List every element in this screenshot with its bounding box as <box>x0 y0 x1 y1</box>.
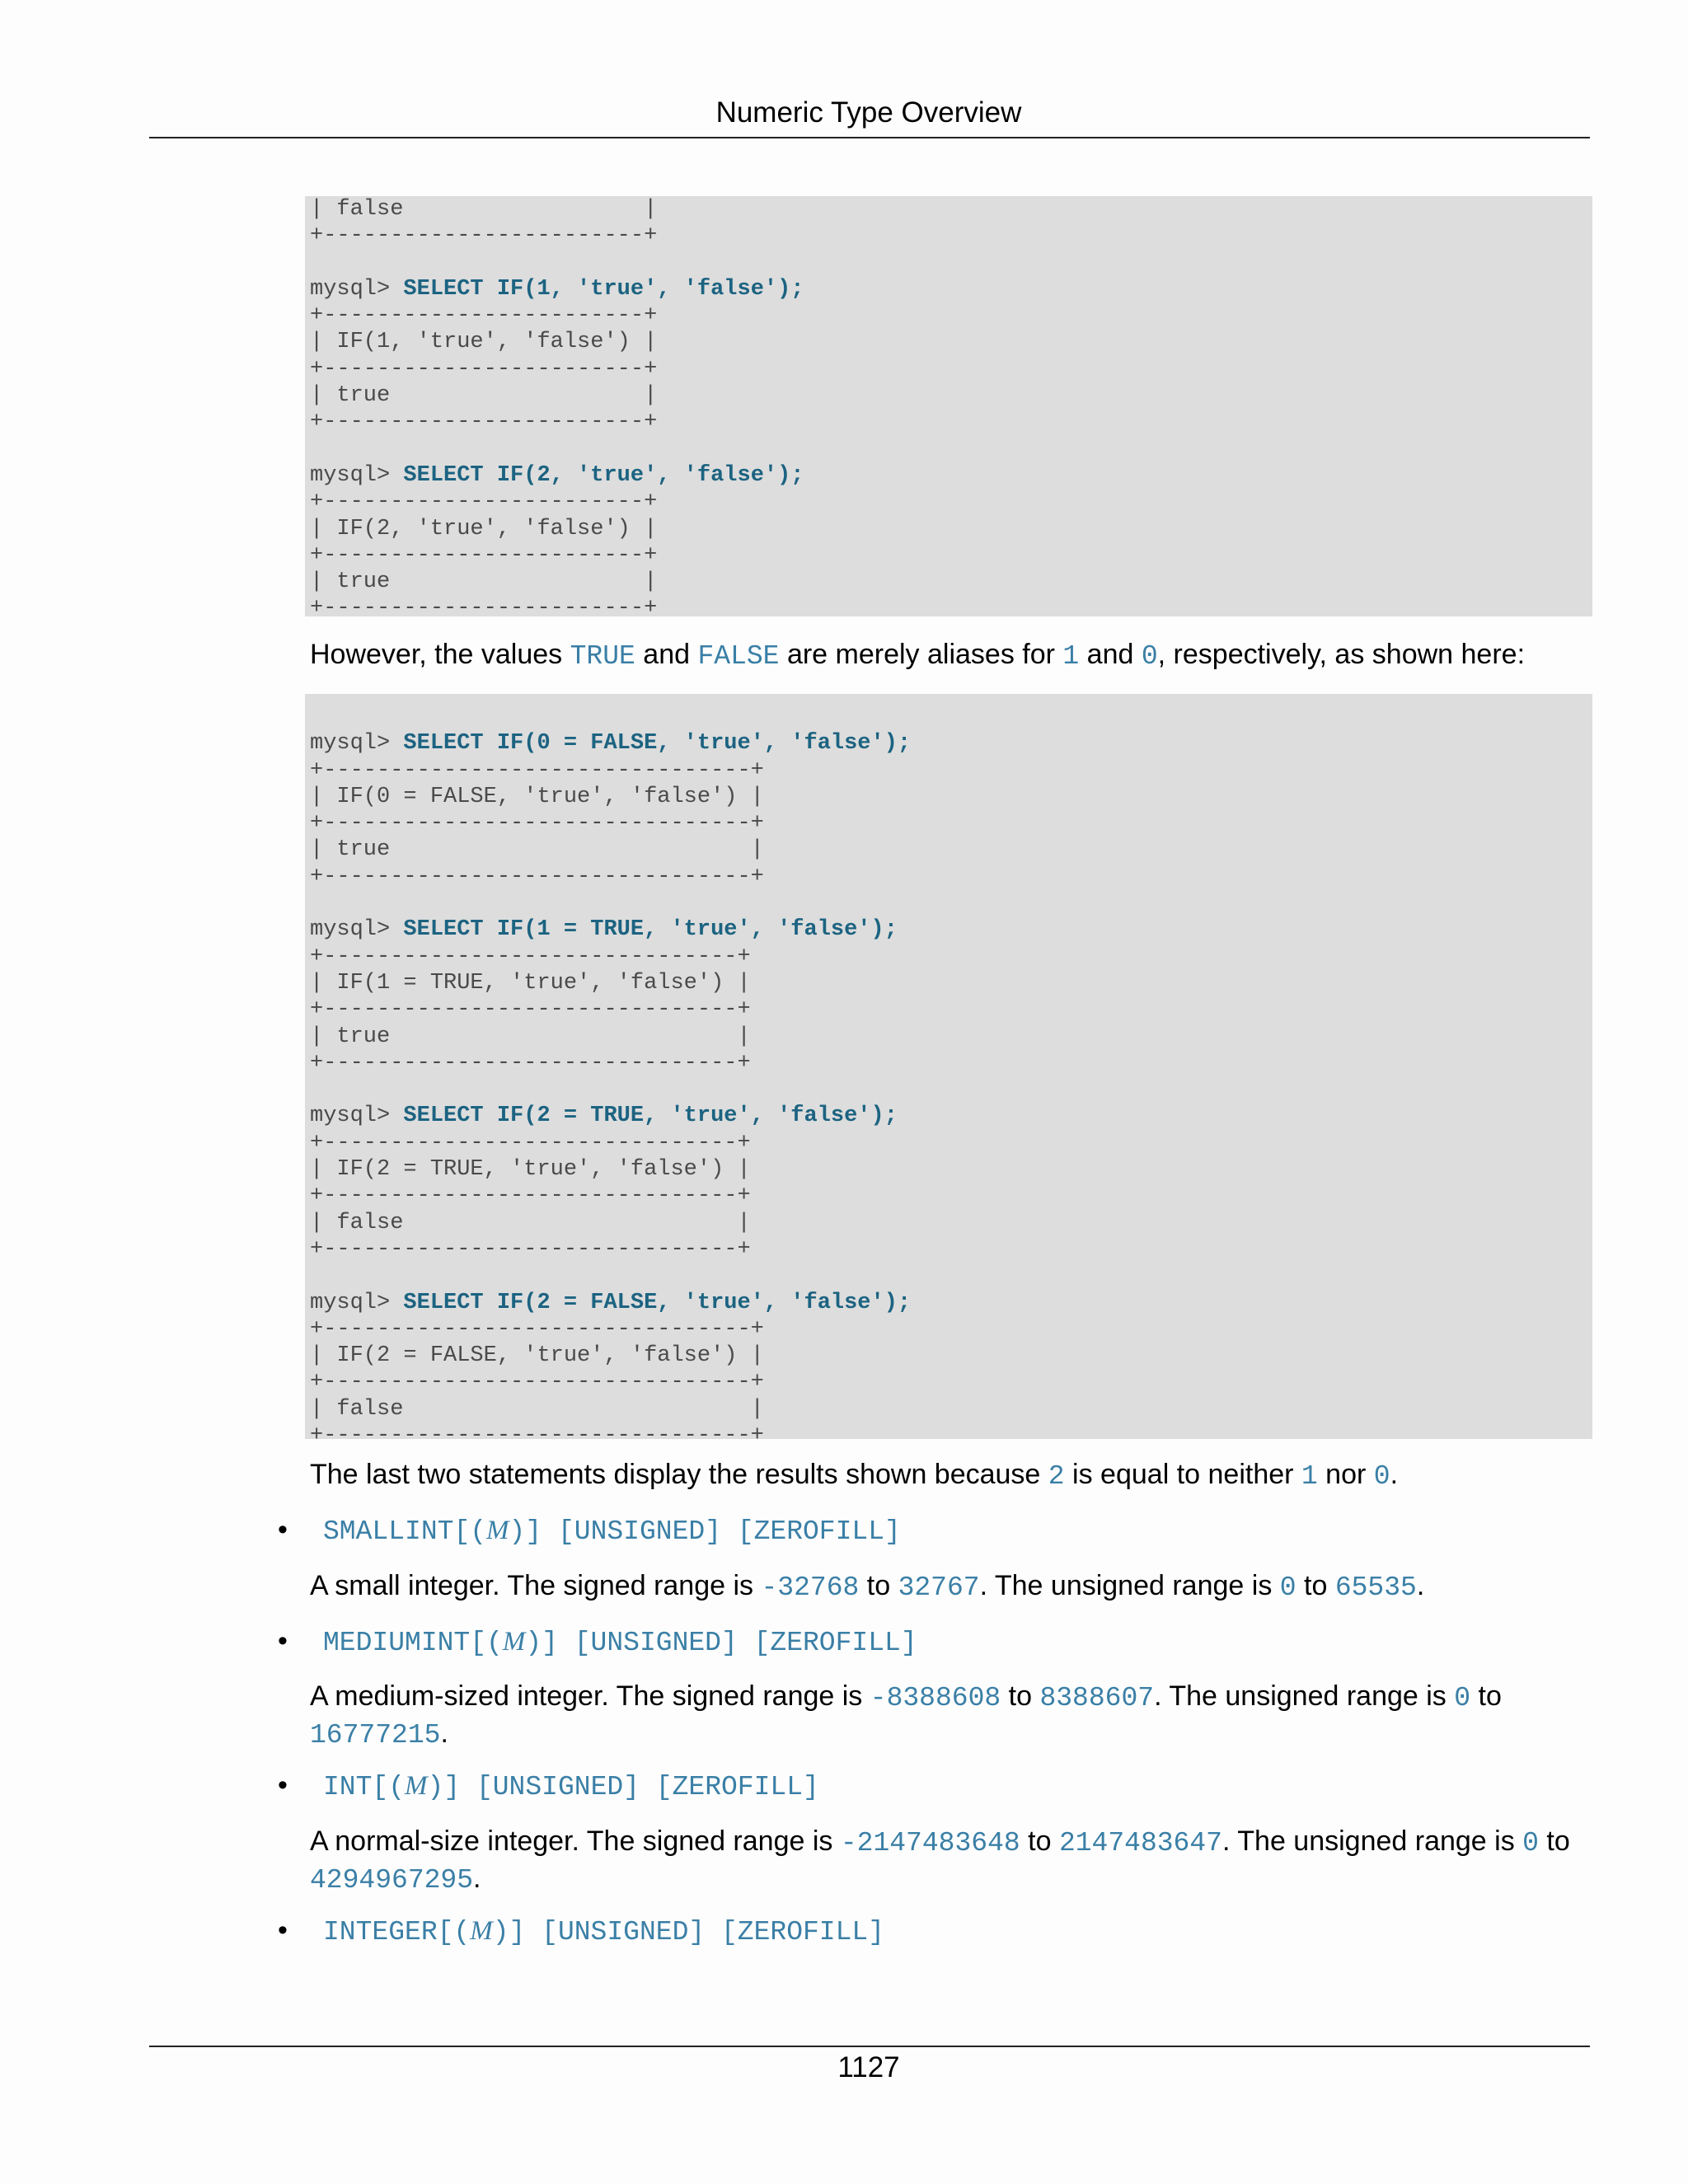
sql-command: SELECT IF(2, 'true', 'false'); <box>403 462 804 488</box>
code-prompt-line <box>310 917 898 942</box>
text: nor <box>1317 1459 1374 1490</box>
code-output-line: +-------------------------------+ <box>310 1183 751 1209</box>
inline-code: 0 <box>1141 641 1158 672</box>
syntax: )] <box>492 1917 526 1947</box>
text: to <box>1020 1825 1059 1857</box>
text: A small integer. The signed range is <box>310 1570 762 1601</box>
type-param: M <box>405 1771 428 1801</box>
code-output-line: +------------------------+ <box>310 596 658 621</box>
syntax: )] <box>509 1516 542 1547</box>
inline-code: -32768 <box>761 1572 860 1603</box>
paragraph <box>310 637 1579 674</box>
type-param: M <box>486 1516 509 1545</box>
bullet-icon: • <box>278 1625 288 1657</box>
inline-code: 8388607 <box>1039 1683 1155 1713</box>
text: . The unsigned range is <box>1221 1825 1523 1857</box>
sql-command: SELECT IF(0 = FALSE, 'true', 'false'); <box>403 731 912 757</box>
sql-command: SELECT IF(1 = TRUE, 'true', 'false'); <box>403 917 898 943</box>
inline-code: 2 <box>1048 1461 1065 1492</box>
type-signature <box>323 1914 884 1950</box>
prompt: mysql> <box>310 1290 404 1315</box>
inline-code: 0 <box>1279 1572 1296 1603</box>
text: is equal to neither <box>1064 1459 1301 1490</box>
code-listing <box>305 694 1592 1449</box>
text: However, the values <box>310 639 570 670</box>
code-output-line: | IF(2, 'true', 'false') | <box>310 516 658 541</box>
footer-rule <box>149 2046 1590 2047</box>
code-output-line: +------------------------+ <box>310 410 658 435</box>
code-output-line: | true | <box>310 383 658 409</box>
type-name: INTEGER <box>323 1917 438 1947</box>
prompt: mysql> <box>310 1104 404 1129</box>
text: A normal-size integer. The signed range is <box>310 1825 841 1857</box>
code-output-line: +------------------------+ <box>310 542 658 568</box>
bullet-icon: • <box>278 1769 288 1801</box>
code-output-line: +------------------------+ <box>310 303 658 329</box>
code-prompt-line <box>310 463 804 488</box>
text: to <box>1538 1825 1570 1857</box>
code-prompt-line <box>310 731 911 756</box>
inline-code: 0 <box>1522 1828 1539 1858</box>
code-output-line: +--------------------------------+ <box>310 1370 764 1395</box>
type-name: SMALLINT <box>323 1516 454 1547</box>
inline-code: 32767 <box>898 1572 980 1603</box>
text: to <box>1296 1570 1335 1601</box>
inline-code: TRUE <box>570 641 635 672</box>
code-output-line: +--------------------------------+ <box>310 811 764 837</box>
code-output-line: +--------------------------------+ <box>310 757 764 783</box>
text: to <box>859 1570 898 1601</box>
type-name: INT <box>323 1772 373 1802</box>
inline-code: -8388608 <box>870 1683 1001 1713</box>
prompt: mysql> <box>310 917 404 943</box>
text: . The unsigned range is <box>979 1570 1280 1601</box>
text: . <box>440 1718 448 1749</box>
code-output-line: | true | <box>310 1024 751 1049</box>
code-output-line: +-------------------------------+ <box>310 1130 751 1155</box>
prompt: mysql> <box>310 462 404 488</box>
text: are merely aliases for <box>779 639 1063 670</box>
code-output-line: | IF(1 = TRUE, 'true', 'false') | <box>310 970 751 996</box>
syntax: )] <box>525 1628 558 1658</box>
page-header-title: Numeric Type Overview <box>715 96 1022 129</box>
sql-command: SELECT IF(2 = FALSE, 'true', 'false'); <box>403 1290 912 1315</box>
code-block <box>305 196 1592 621</box>
code-output-line: | true | <box>310 569 658 595</box>
sql-command: SELECT IF(1, 'true', 'false'); <box>403 276 804 302</box>
code-output-line: | false | <box>310 1210 751 1235</box>
text: to <box>1001 1680 1040 1712</box>
syntax: [( <box>453 1516 487 1547</box>
syntax: [( <box>470 1628 503 1658</box>
code-output-line: | IF(1, 'true', 'false') | <box>310 330 658 355</box>
code-output-line: +--------------------------------+ <box>310 1316 764 1342</box>
prompt: mysql> <box>310 276 404 302</box>
code-output-line: | false | <box>310 1396 764 1422</box>
syntax: [( <box>372 1772 406 1802</box>
inline-code: 16777215 <box>310 1720 441 1750</box>
text: to <box>1470 1680 1502 1712</box>
code-output-line: | IF(0 = FALSE, 'true', 'false') | <box>310 784 764 809</box>
text: A medium-sized integer. The signed range is <box>310 1680 870 1712</box>
code-output-line: | IF(2 = FALSE, 'true', 'false') | <box>310 1343 764 1369</box>
bullet-icon: • <box>278 1514 288 1545</box>
inline-code: 65535 <box>1334 1572 1417 1603</box>
text: . The unsigned range is <box>1154 1680 1455 1712</box>
inline-code: 1 <box>1301 1461 1318 1492</box>
text: . <box>1416 1570 1425 1601</box>
text: The last two statements display the results shown because <box>310 1459 1048 1490</box>
code-output-line: | false | <box>310 197 658 222</box>
inline-code: 0 <box>1373 1461 1390 1492</box>
page-number: 1127 <box>837 2051 900 2083</box>
code-output-line: +--------------------------------+ <box>310 1423 764 1449</box>
code-prompt-line <box>310 1291 911 1315</box>
code-output-line: +-------------------------------+ <box>310 1236 751 1262</box>
inline-code: -2147483648 <box>840 1828 1020 1858</box>
syntax: [( <box>437 1917 471 1947</box>
code-output-line: +--------------------------------+ <box>310 864 764 889</box>
inline-code: 2147483647 <box>1058 1828 1222 1858</box>
text: . <box>473 1863 481 1894</box>
text: , respectively, as shown here: <box>1157 639 1526 670</box>
type-param: M <box>502 1627 526 1657</box>
code-output-line: +-------------------------------+ <box>310 1050 751 1076</box>
inline-code: 4294967295 <box>310 1865 474 1896</box>
code-block <box>305 694 1592 1449</box>
code-output-line: +-------------------------------+ <box>310 997 751 1023</box>
bullet-icon: • <box>278 1915 288 1946</box>
type-options: [UNSIGNED] [ZEROFILL] <box>542 1516 901 1547</box>
inline-code: FALSE <box>697 641 780 672</box>
code-output-line: +-------------------------------+ <box>310 944 751 969</box>
type-signature <box>323 1769 819 1805</box>
code-output-line: | IF(2 = TRUE, 'true', 'false') | <box>310 1157 751 1183</box>
syntax: )] <box>427 1772 461 1802</box>
type-description <box>310 1679 1579 1753</box>
code-output-line: +------------------------+ <box>310 356 658 382</box>
code-listing <box>305 196 1592 622</box>
type-param: M <box>470 1916 493 1946</box>
code-prompt-line <box>310 277 804 302</box>
type-name: MEDIUMINT <box>323 1628 471 1658</box>
code-prompt-line <box>310 1104 898 1128</box>
header-rule <box>149 137 1590 138</box>
text: . <box>1390 1459 1399 1490</box>
type-options: [UNSIGNED] [ZEROFILL] <box>525 1917 885 1947</box>
code-output-line: | true | <box>310 837 764 863</box>
sql-command: SELECT IF(2 = TRUE, 'true', 'false'); <box>403 1104 898 1129</box>
inline-code: 1 <box>1062 641 1080 672</box>
type-options: [UNSIGNED] [ZEROFILL] <box>460 1772 819 1802</box>
code-output-line: +------------------------+ <box>310 490 658 515</box>
type-signature <box>323 1624 917 1661</box>
type-options: [UNSIGNED] [ZEROFILL] <box>557 1628 917 1658</box>
code-output-line: +------------------------+ <box>310 223 658 249</box>
type-description <box>310 1824 1579 1898</box>
inline-code: 0 <box>1454 1683 1471 1713</box>
paragraph <box>310 1457 1579 1494</box>
type-description <box>310 1568 1579 1605</box>
prompt: mysql> <box>310 731 404 757</box>
text: and <box>1079 639 1142 670</box>
type-signature <box>323 1513 901 1549</box>
text: and <box>635 639 698 670</box>
